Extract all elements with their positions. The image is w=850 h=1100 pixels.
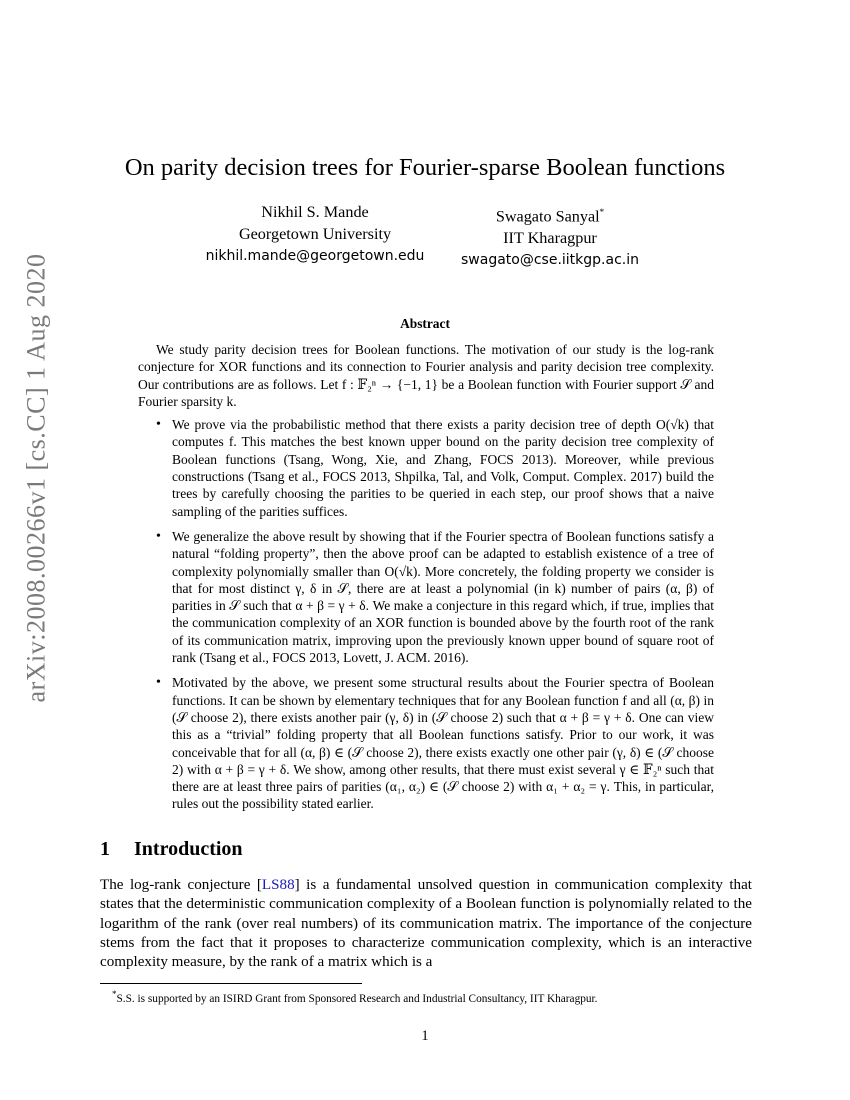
intro-text-start: The log-rank conjecture [ [100, 877, 262, 893]
arxiv-stamp [14, 253, 58, 703]
footnote-text: S.S. is supported by an ISIRD Grant from Sponsored Research and Industrial Consultancy, IIT Kharagpur. [116, 992, 598, 1005]
abstract-heading: Abstract [400, 316, 450, 331]
author-block-1 [200, 201, 430, 267]
introduction-text [100, 876, 752, 972]
author-name: Nikhil S. Mande [261, 203, 369, 221]
footnote-divider [100, 983, 362, 984]
abstract-intro: We study parity decision trees for Boolean functions. The motivation of our study is the log-rank conjecture for XOR functions and its connection to Fourier analysis and parity decision tree complexity. Our contributions are as follows. Let f : 𝔽₂ⁿ → {−1, 1} be a Boolean function with Fourier support 𝒮 and Fourier sparsity k. [138, 342, 714, 409]
section-number: 1 [100, 838, 110, 860]
contribution-item: • We prove via the probabilistic method that there exists a parity decision tree of depth O(√k) that computes f. This matches the best known upper bound on the parity decision tree complexity of Boolean functions (Tsang, Wong, Xie, and Zhang, FOCS 2013). Moreover, while previous constructions (Tsang et al., FOCS 2013, Shpilka, Tal, and Volk, Comput. Complex. 2017) build the trees by carefully choosing the parities to be queried in each step, our proof shows that a naive sampling of the parities suffices. [138, 416, 714, 520]
section-title: Introduction [134, 838, 243, 860]
section-heading [100, 838, 243, 861]
author-email[interactable]: swagato@cse.iitkgp.ac.in [461, 252, 639, 269]
contributions-list [138, 416, 714, 813]
author-affiliation: Georgetown University [238, 225, 392, 243]
page-number: 1 [421, 1028, 429, 1044]
footnote-mark: * [112, 989, 117, 999]
author-block-2 [445, 201, 655, 271]
author-email[interactable]: nikhil.mande@georgetown.edu [205, 248, 425, 264]
citation-link[interactable]: LS88 [261, 877, 295, 893]
abstract-body [138, 341, 714, 821]
author-name: Swagato Sanyal [495, 207, 600, 226]
footnote [112, 987, 752, 1006]
author-affiliation: IIT Kharagpur [503, 229, 597, 248]
contribution-item: • We generalize the above result by showing that if the Fourier spectra of Boolean functions satisfy a natural “folding property”, then the above proof can be adapted to establish existence of a tree of complexity polynomially smaller than O(√k). More concretely, the folding property we consider is that for most distinct γ, δ in 𝒮, there are at least a polynomial (in k) number of pairs (α, β) of parities in 𝒮 such that α + β = γ + δ. We make a conjecture in this regard which, if true, implies that the communication complexity of an XOR function is bounded above by the fourth root of the rank of its communication matrix, improving upon the previously known upper bound of square root of rank (Tsang et al., FOCS 2013, Lovett, J. ACM. 2016). [138, 528, 714, 666]
intro-text-rest: ] is a fundamental unsolved question in communication complexity that states that the deterministic communication complexity of a Boolean function is polynomially related to the logarithm of the rank (over real numbers) of its communication matrix. The importance of the conjecture stems from the fact that it proposes to characterize communication complexity, which is an interactive complexity measure, by the rank of a matrix which is a [100, 877, 752, 971]
footnote-marker[interactable]: * [599, 207, 605, 217]
arxiv-identifier: arXiv:2008.00266v1 [cs.CC] 1 Aug 2020 [21, 253, 51, 703]
intro-paragraph [100, 876, 752, 972]
author-name-line [445, 201, 655, 227]
paper-title: On parity decision trees for Fourier-sparse Boolean functions [124, 154, 726, 181]
contribution-item: • Motivated by the above, we present some structural results about the Fourier spectra of Boolean functions. It can be shown by elementary techniques that for any Boolean function f and all (α, β) in (𝒮 choose 2), there exists another pair (γ, δ) in (𝒮 choose 2) such that α + β = γ + δ. One can view this as a “trivial” folding property that all Boolean functions satisfy. Prior to our work, it was conceivable that for all (α, β) ∈ (𝒮 choose 2), there exists exactly one other pair (γ, δ) ∈ (𝒮 choose 2) with α + β = γ + δ. We show, among other results, that there must exist several γ ∈ 𝔽₂ⁿ such that there are at least three pairs of parities (α₁, α₂) ∈ (𝒮 choose 2) with α₁ + α₂ = γ. This, in particular, rules out the possibility stated earlier. [138, 674, 714, 812]
